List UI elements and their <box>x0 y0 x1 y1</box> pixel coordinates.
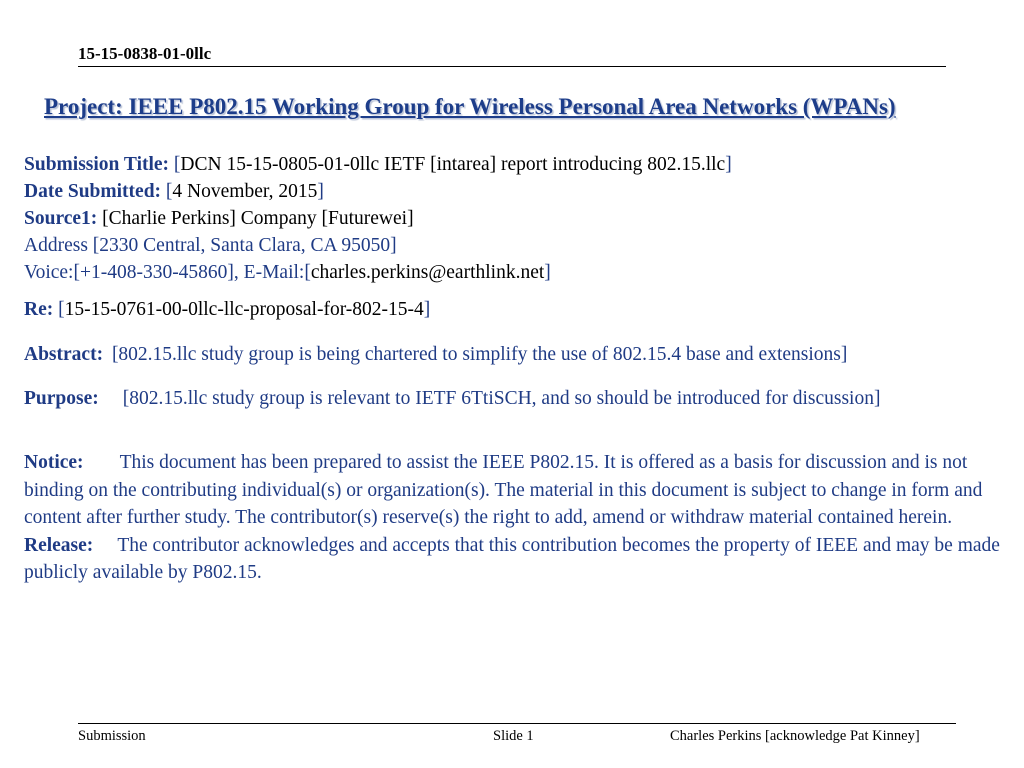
purpose-label: Purpose: <box>24 388 99 409</box>
footer-slide-number: Slide 1 <box>493 728 534 744</box>
project-title: Project: IEEE P802.15 Working Group for Wireless Personal Area Networks (WPANs) <box>44 94 896 119</box>
re-close: ] <box>423 299 431 320</box>
submission-title-label: Submission Title: <box>24 154 170 175</box>
notice-block <box>24 449 1014 587</box>
re-open: [ <box>58 299 65 320</box>
submission-title-value: DCN 15-15-0805-01-0llc IETF [intarea] report introducing 802.15.llc <box>180 154 726 175</box>
re-label: Re: <box>24 299 54 320</box>
date-open: [ <box>165 181 173 202</box>
footer-author: Charles Perkins [acknowledge Pat Kinney] <box>670 728 920 744</box>
date-close: ] <box>317 181 324 202</box>
purpose-text: [802.15.llc study group is relevant to IETF 6TtiSCH, and so should be introduced for discussion] <box>122 388 881 409</box>
contact-line <box>24 260 551 286</box>
date-submitted-value: 4 November, 2015 <box>172 181 318 202</box>
voice-close: ] <box>544 262 551 283</box>
source-line <box>24 206 414 232</box>
abstract-label: Abstract: <box>24 344 104 365</box>
notice-text: This document has been prepared to assist the IEEE P802.15. It is offered as a basis for discussion and is not binding on the contributing individual(s) or organization(s). The material in this document is subject to change in form and content after further study. The contributor(s) reserve(s) the right to add, amend or withdraw material contained herein. <box>24 452 983 528</box>
purpose-block <box>24 385 1014 413</box>
notice-label: Notice: <box>24 452 84 473</box>
footer-submission: Submission <box>78 728 146 744</box>
submission-title-close: ] <box>725 154 732 175</box>
submission-title-line <box>24 152 732 178</box>
re-line <box>24 297 430 323</box>
date-submitted-line <box>24 179 324 205</box>
email-link[interactable]: charles.perkins@earthlink.net <box>310 262 545 283</box>
document-number: 15-15-0838-01-0llc <box>78 44 212 63</box>
abstract-text: [802.15.llc study group is being chartered to simplify the use of 802.15.4 base and extensions] <box>111 344 848 365</box>
release-label: Release: <box>24 534 94 556</box>
address-line: Address [2330 Central, Santa Clara, CA 95050] <box>24 235 397 256</box>
re-value: 15-15-0761-00-0llc-llc-proposal-for-802-15-4 <box>64 299 424 320</box>
source-label: Source1: <box>24 208 98 229</box>
footer-divider <box>78 723 956 724</box>
release-text: The contributor acknowledges and accepts that this contribution becomes the property of IEEE and may be made publicly available by P802.15. <box>24 534 1000 583</box>
header-divider <box>78 66 946 67</box>
source-value: [Charlie Perkins] Company [Futurewei] <box>102 208 414 229</box>
date-submitted-label: Date Submitted: <box>24 181 162 202</box>
voice-prefix: Voice:[+1-408-330-45860], E-Mail:[ <box>24 262 311 283</box>
submission-title-open: [ <box>173 154 181 175</box>
abstract-line <box>24 342 847 368</box>
